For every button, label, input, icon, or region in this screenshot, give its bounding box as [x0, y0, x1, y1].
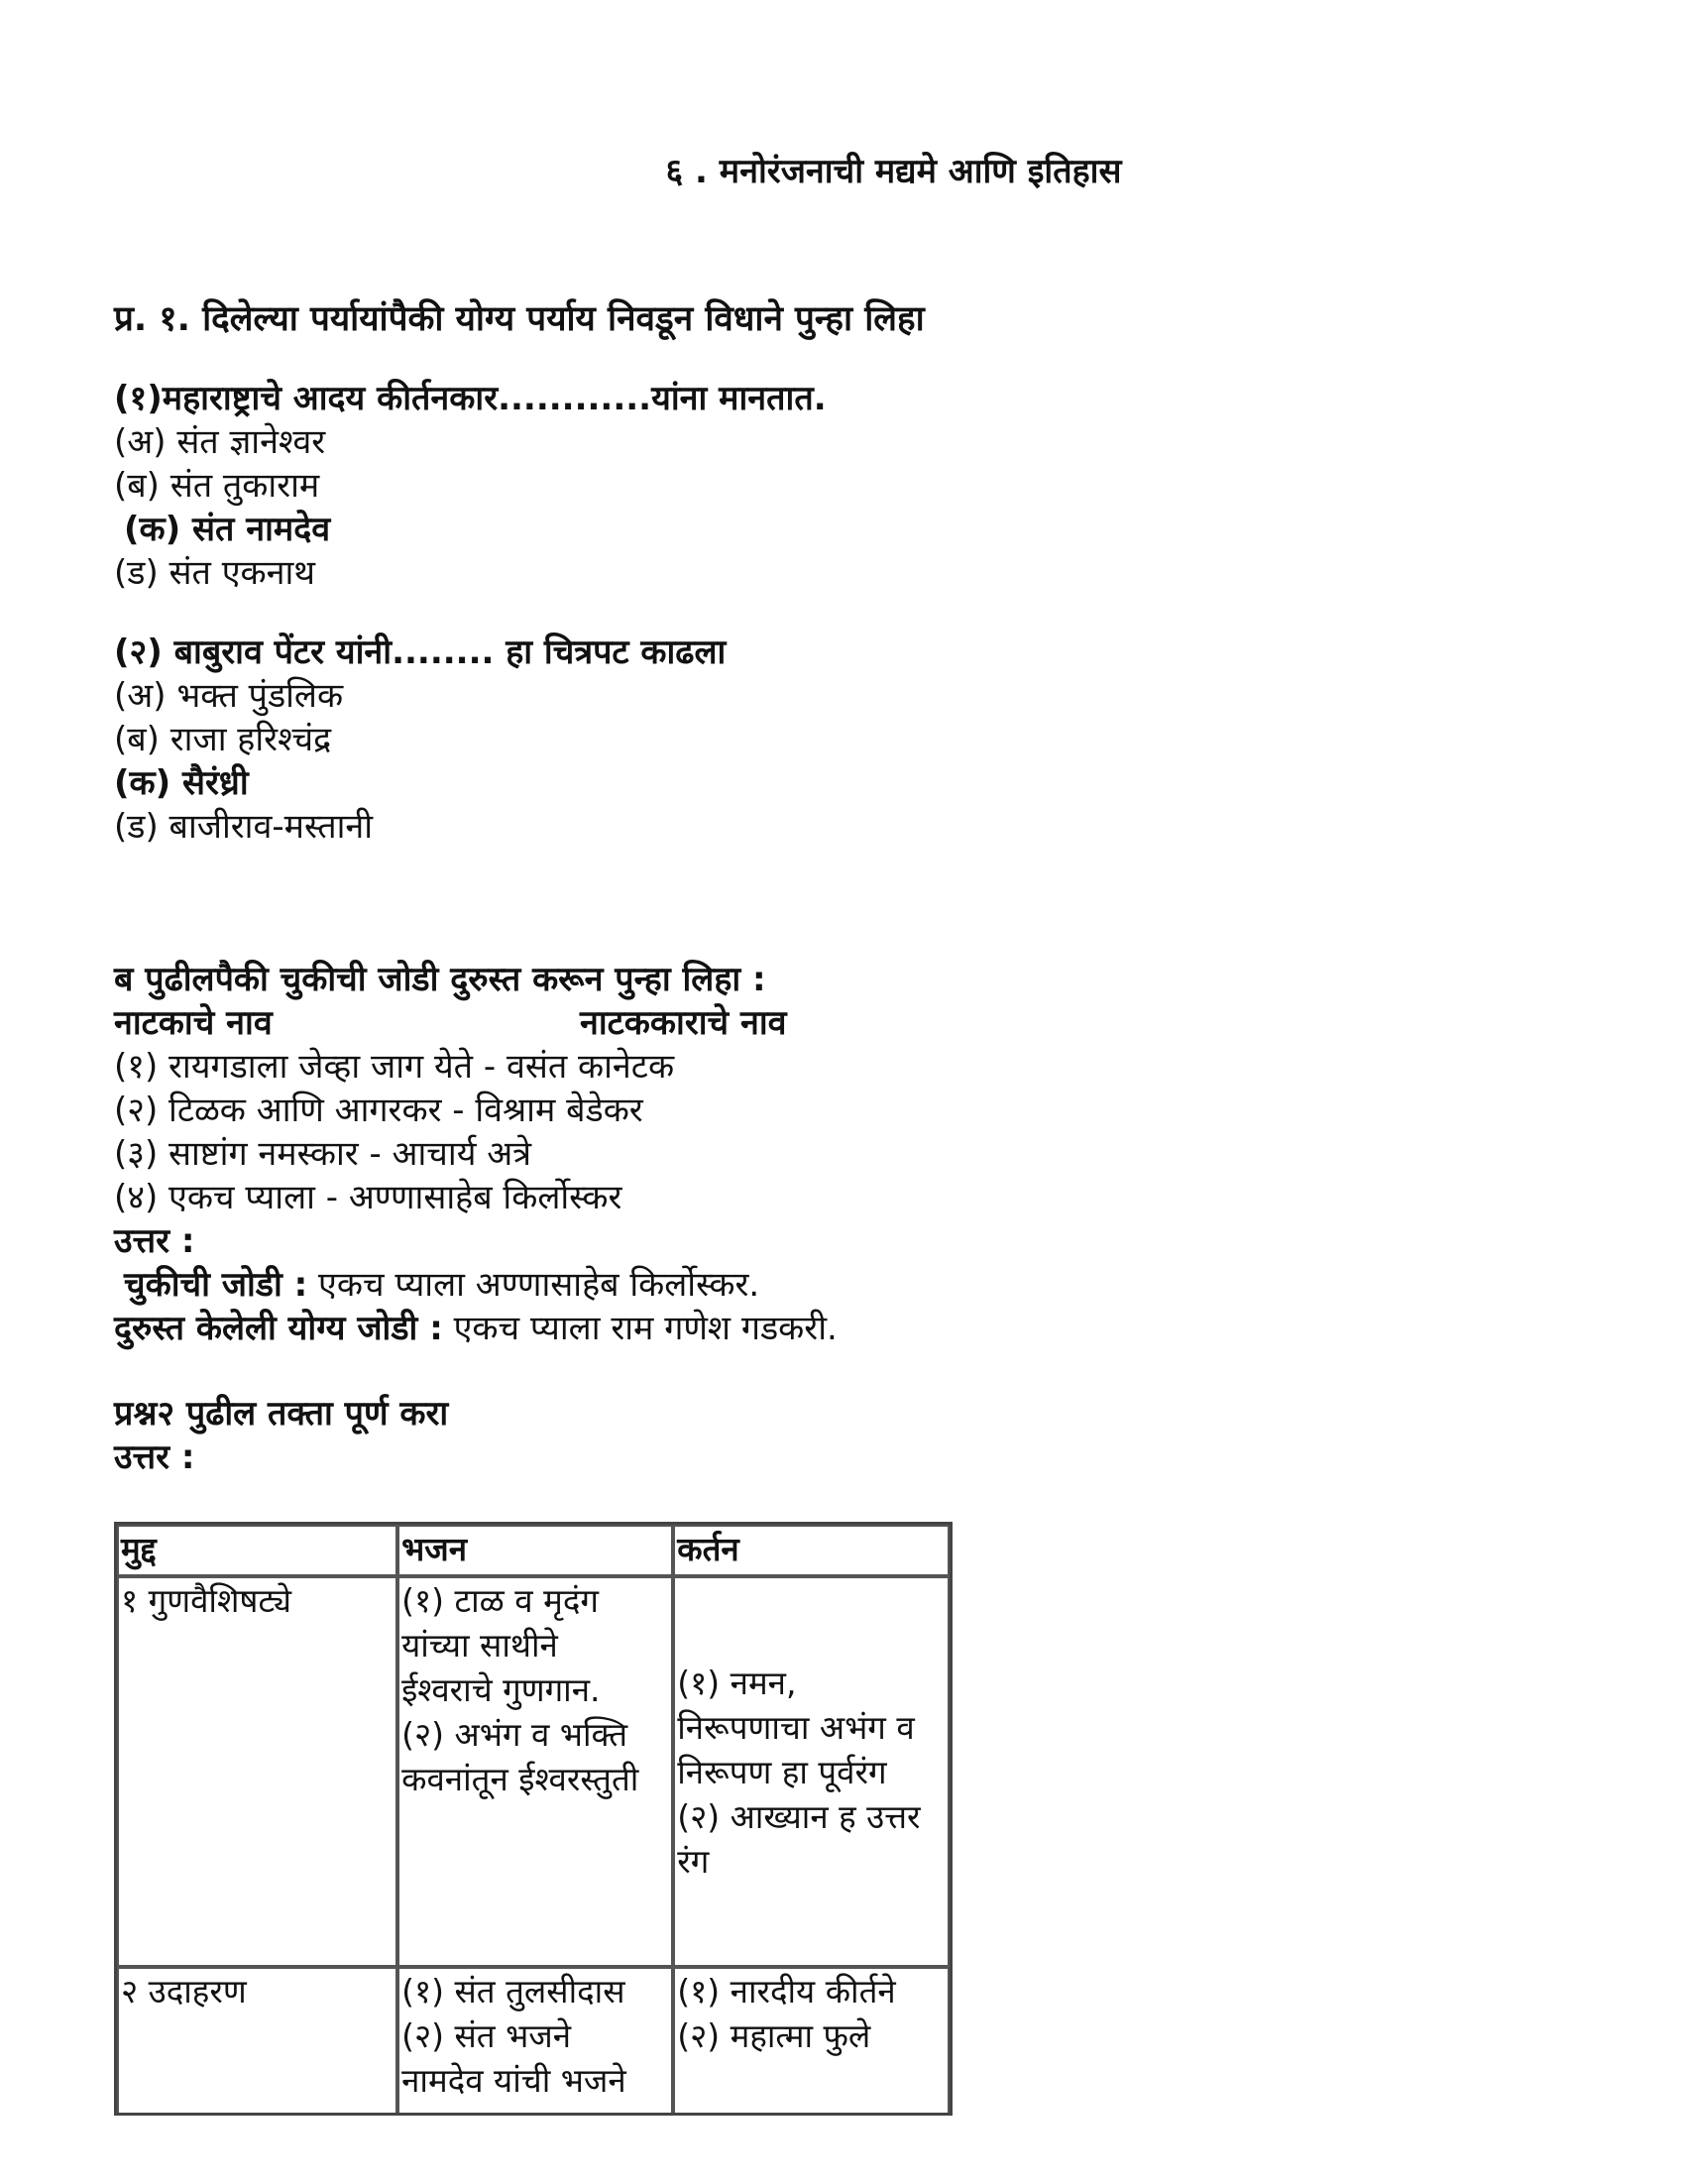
table-header-cell: मुद्द: [117, 1525, 397, 1576]
cell-line: (१) नारदीय कीर्तने: [677, 1972, 896, 2011]
q1-item-1-question: (१)महाराष्ट्राचे आदय कीर्तनकार............यांना मानतात.: [114, 379, 827, 418]
table-cell-kirtan: [673, 1967, 950, 2113]
qb-pair-2: (२) टिळक आणि आगरकर - विश्राम बेडेकर: [114, 1091, 643, 1130]
cell-line: (१) टाळ व मृदंग: [401, 1581, 599, 1620]
cell-line: कवनांतून ईश्वरस्तुती: [401, 1760, 639, 1798]
cell-line: (२) आख्यान ह उत्तर: [677, 1796, 921, 1836]
table-header-cell: कर्तन: [673, 1525, 950, 1576]
q2-heading: प्रश्न२ पुढील तक्ता पूर्ण करा: [114, 1394, 449, 1434]
qb-correct-pair: [114, 1307, 1601, 1350]
cell-line: (२) महात्मा फुले: [677, 2016, 871, 2055]
comparison-table: [114, 1522, 953, 2116]
qb-correct-label: दुरुस्त केलेली योग्य जोडी :: [114, 1309, 443, 1348]
table-cell-bhajan: [397, 1576, 673, 1967]
cell-line: (२) अभंग व भक्ति: [401, 1715, 628, 1754]
qb-section: [114, 958, 1601, 1350]
qb-col-playwright-name: नाटककाराचे नाव: [580, 1003, 787, 1043]
q2-section: [114, 1392, 1601, 1479]
cell-line: निरूपण हा पूर्वरंग: [677, 1752, 887, 1791]
q1-item-1-option-d: (ड) संत एकनाथ: [114, 553, 316, 593]
qb-pair-3: (३) साष्टांग नमस्कार - आचार्य अत्रे: [114, 1134, 531, 1174]
table-row: [117, 1576, 950, 1967]
cell-line: निरूपणाचा अभंग व: [677, 1707, 915, 1747]
cell-line: (१) संत तुलसीदास: [401, 1972, 625, 2011]
table-header-row: [117, 1525, 950, 1576]
table-cell-bhajan: [397, 1967, 673, 2113]
table-row-label: १ गुणवैशिषट्ये: [117, 1576, 397, 1967]
qb-correct-value: एकच प्याला राम गणेश गडकरी.: [442, 1309, 838, 1348]
q1-item-1-option-b: (ब) संत तुकाराम: [114, 466, 320, 506]
cell-line: ईश्वराचे गुणगान.: [401, 1670, 601, 1709]
q1-item-1-option-a: (अ) संत ज्ञानेश्वर: [114, 422, 326, 462]
page-title: ६ . मनोरंजनाची मद्यमे आणि इतिहास: [665, 152, 1122, 191]
qb-wrong-label: चुकीची जोडी :: [124, 1265, 308, 1305]
qb-column-headers: [114, 1001, 1601, 1045]
q1-item-2-question: (२) बाबुराव पेंटर यांनी........ हा चित्रपट काढला: [114, 632, 727, 672]
cell-line: नामदेव यांची भजने: [401, 2061, 626, 2100]
q1-item-2: [114, 631, 1601, 849]
q2-answer-label: उत्तर :: [114, 1437, 195, 1477]
cell-line: यांच्या साथीने: [401, 1626, 558, 1665]
qb-pair-1: (१) रायगडाला जेव्हा जाग येते - वसंत कानेटक: [114, 1047, 675, 1087]
table-header-cell: भजन: [397, 1525, 673, 1576]
q1-item-1: [114, 377, 1601, 595]
qb-wrong-value: एकच प्याला अण्णासाहेब किर्लोस्कर.: [307, 1265, 760, 1305]
q1-item-1-option-c: (क) संत नामदेव: [124, 510, 331, 549]
qb-answer-label: उत्तर :: [114, 1221, 195, 1261]
q1-item-2-option-d: (ड) बाजीराव-मस्तानी: [114, 807, 374, 847]
qb-pair-4: (४) एकच प्याला - अण्णासाहेब किर्लोस्कर: [114, 1178, 622, 1217]
cell-line: रंग: [677, 1841, 710, 1881]
qb-heading: ब पुढीलपैकी चुकीची जोडी दुरुस्त करून पुन्हा लिहा :: [114, 960, 766, 999]
qb-col-play-name: नाटकाचे नाव: [114, 1003, 273, 1043]
content: [114, 297, 1601, 1479]
q1-item-2-option-c: (क) सैरंध्री: [114, 763, 249, 803]
table-row: [117, 1967, 950, 2113]
table-cell-kirtan: [673, 1576, 950, 1967]
cell-line: (२) संत भजने: [401, 2016, 572, 2055]
qb-wrong-pair: [114, 1263, 1601, 1307]
q1-item-2-option-b: (ब) राजा हरिश्चंद्र: [114, 720, 332, 759]
q1-item-2-option-a: (अ) भक्त पुंडलिक: [114, 676, 344, 716]
table-row-label: २ उदाहरण: [117, 1967, 397, 2113]
cell-line: (१) नमन,: [677, 1663, 797, 1702]
q1-heading: प्र. १. दिलेल्या पर्यायांपैकी योग्य पर्याय निवडून विधाने पुन्हा लिहा: [114, 299, 925, 339]
